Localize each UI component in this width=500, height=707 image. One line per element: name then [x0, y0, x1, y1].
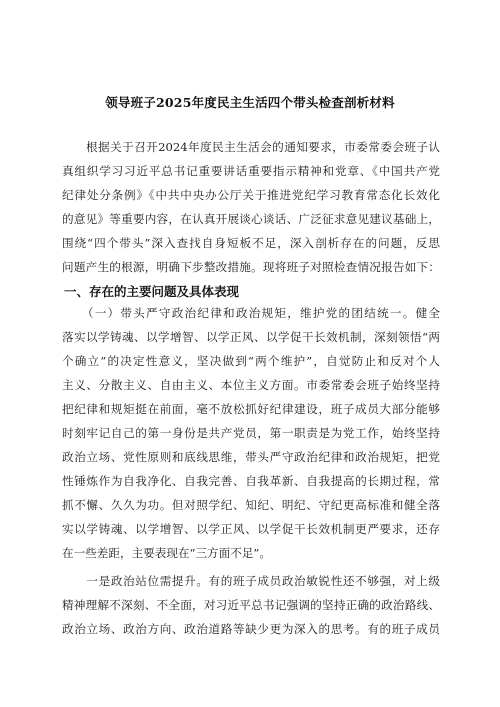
document-title: 领导班子2025年度民主生活四个带头检查剖析材料	[105, 95, 395, 110]
body-line: 政治立场、党性原则和底线思维，带头严守政治纪律和政治规矩，把党	[62, 450, 440, 464]
intro-line: 根据关于召开2024年度民主生活会的通知要求，市委常委会班子认	[62, 140, 440, 154]
body-line: 主义、分散主义、自由主义、本位主义方面。市委常委会班子始终坚持	[62, 378, 440, 392]
intro-line: 真组织学习习近平总书记重要讲话重要指示精神和党章、《中国共产党	[62, 164, 440, 178]
body-line: 精神理解不深刻、不全面，对习近平总书记强调的坚持正确的政治路线、	[62, 598, 440, 612]
body-line: 个确立”的决定性意义，坚决做到“两个维护”，自觉防止和反对个人	[62, 354, 440, 368]
section-heading: 一、存在的主要问题及具体表现	[64, 284, 240, 299]
body-line: 一是政治站位需提升。有的班子成员政治敏锐性还不够强，对上级	[62, 574, 440, 588]
body-line: 政治立场、政治方向、政治道路等缺少更为深入的思考。有的班子成员	[62, 622, 440, 636]
body-line: 实以学铸魂、以学增智、以学正风、以学促干长效机制更严要求，还存	[62, 522, 440, 536]
body-line: 在一些差距，主要表现在“三方面不足”。	[62, 546, 271, 560]
body-line: 把纪律和规矩挺在前面，毫不放松抓好纪律建设，班子成员大部分能够	[62, 402, 440, 416]
intro-line: 问题产生的根源，明确下步整改措施。现将班子对照检查情况报告如下：	[62, 260, 440, 274]
intro-line: 围绕“四个带头”深入查找自身短板不足，深入剖析存在的问题，反思	[62, 236, 440, 250]
intro-line: 的意见》等重要内容，在认真开展谈心谈话、广泛征求意见建议基础上，	[62, 212, 440, 226]
body-line: （一）带头严守政治纪律和政治规矩，维护党的团结统一。健全	[62, 306, 440, 320]
body-line: 性锤炼作为自我净化、自我完善、自我革新、自我提高的长期过程，常	[62, 474, 440, 488]
body-line: 抓不懈、久久为功。但对照学纪、知纪、明纪、守纪更高标准和健全落	[62, 498, 440, 512]
body-line: 落实以学铸魂、以学增智、以学正风、以学促干长效机制，深刻领悟“两	[62, 330, 440, 344]
intro-line: 纪律处分条例》《中共中央办公厅关于推进党纪学习教育常态化长效化	[62, 188, 440, 202]
body-line: 时刻牢记自己的第一身份是共产党员，第一职责是为党工作，始终坚持	[62, 426, 440, 440]
